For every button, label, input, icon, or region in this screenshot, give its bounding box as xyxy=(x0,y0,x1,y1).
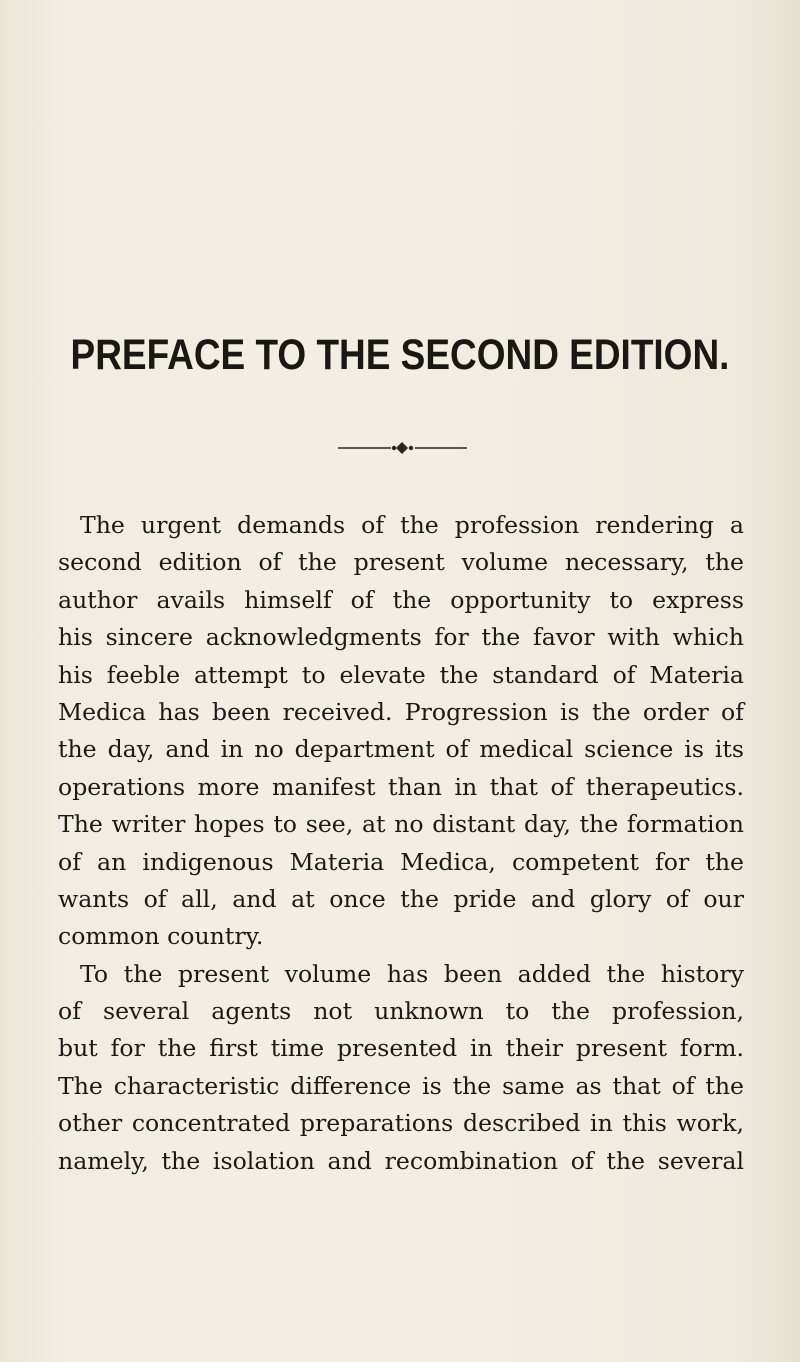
text-line: common country. xyxy=(58,922,264,951)
text-line: The characteristic difference is the same as that of the xyxy=(58,1071,744,1100)
text-line: of an indigenous Materia Medica, competent for the xyxy=(58,847,744,876)
text-line: second edition of the present volume necessary, the xyxy=(58,548,744,577)
title-ornament-divider xyxy=(0,438,800,458)
text-line: of several agents not unknown to the profession, xyxy=(58,997,744,1026)
text-line: the day, and in no department of medical science is its xyxy=(58,735,744,764)
text-line: The urgent demands of the profession rendering a xyxy=(80,511,744,539)
text-line: his feeble attempt to elevate the standard of Materia xyxy=(58,660,744,689)
text-line: Medica has been received. Progression is the order of xyxy=(58,697,744,726)
page-title: PREFACE TO THE SECOND EDITION. xyxy=(70,331,730,379)
text-line: his sincere acknowledgments for the favor with which xyxy=(58,623,744,652)
text-line: The writer hopes to see, at no distant day, the formation xyxy=(58,810,744,839)
text-line: To the present volume has been added the history xyxy=(80,959,744,988)
text-line: operations more manifest than in that of therapeutics. xyxy=(58,772,744,801)
text-line: other concentrated preparations described in this work, xyxy=(58,1109,744,1138)
text-line: namely, the isolation and recombination of the several xyxy=(58,1146,744,1175)
text-line: but for the first time presented in their present form. xyxy=(58,1034,744,1063)
text-line: author avails himself of the opportunity to express xyxy=(58,585,744,614)
text-line: wants of all, and at once the pride and glory of our xyxy=(58,884,744,913)
preface-body xyxy=(58,507,744,1180)
